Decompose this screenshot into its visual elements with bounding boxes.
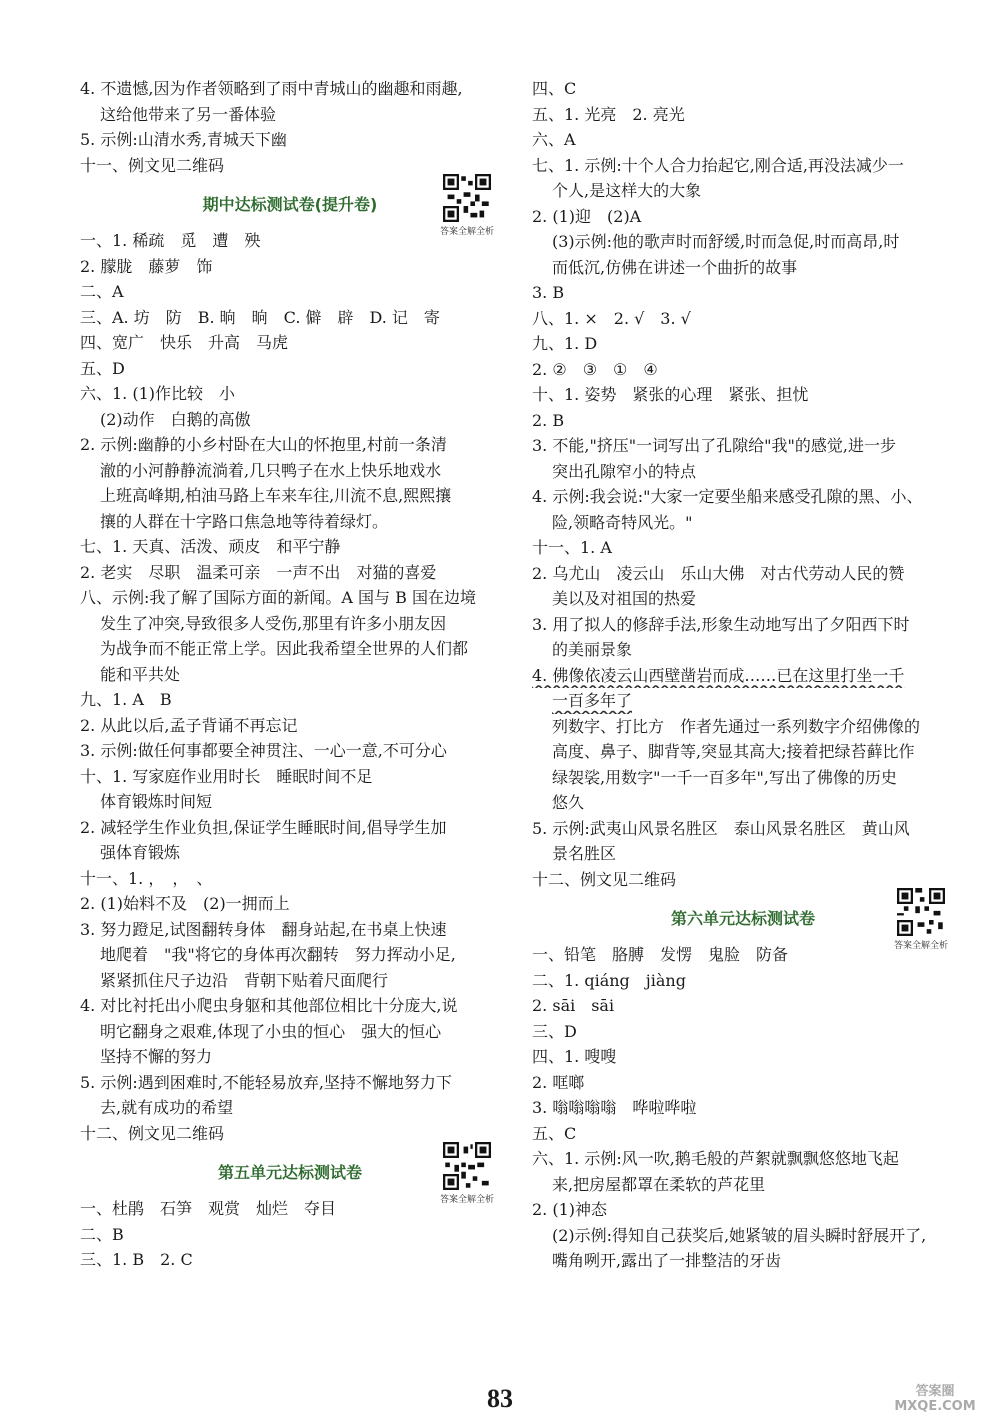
answer-line: 九、1. D [532, 334, 598, 353]
answer-line: 十一、1. A [532, 538, 612, 557]
section-header-unit6 [532, 892, 954, 951]
answer-line: 五、D [80, 358, 125, 378]
answer-line: 一、杜鹃 石笋 观赏 灿烂 夺目 [80, 1199, 337, 1218]
answer-line: 来,把房屋都罩在柔软的芦花里 [552, 1174, 766, 1194]
section-header-midterm [80, 178, 500, 237]
section-header-unit5 [80, 1146, 500, 1205]
answer-line: 3. 示例:做任何事都要全神贯注、一心一意,不可分心 [80, 741, 447, 760]
answer-line: 上班高峰期,柏油马路上车来车往,川流不息,熙熙攘 [100, 486, 452, 505]
watermark-logo: 答案圈 MXQE.COM [894, 1384, 976, 1414]
answer-line: 5. 示例:遇到困难时,不能轻易放弃,坚持不懈地努力下 [80, 1072, 452, 1092]
answer-line: 体育锻炼时间短 [100, 792, 213, 811]
qr-caption: 答案全解全析 [893, 941, 948, 951]
qr-code-block[interactable] [434, 1142, 500, 1205]
answer-line: 高度、鼻子、脚背等,突显其高大;接着把绿苔藓比作 [552, 742, 915, 761]
answer-line: 5. 示例:武夷山风景名胜区 泰山风景名胜区 黄山风 [532, 818, 910, 838]
answer-line: 八、示例:我了解了国际方面的新闻。A 国与 B 国在边境 [80, 588, 476, 607]
answer-line: 2. (1)神态 [532, 1200, 608, 1219]
answer-line: 六、1. 示例:风一吹,鹅毛般的芦絮就飘飘悠悠地飞起 [532, 1149, 899, 1168]
answer-line: 地爬着 "我"将它的身体再次翻转 努力挥动小足, [100, 945, 456, 964]
answer-line: (3)示例:他的歌声时而舒缓,时而急促,时而高昂,时 [552, 232, 900, 251]
answer-line: 3. 努力蹬足,试图翻转身体 翻身站起,在书桌上快速 [80, 919, 447, 939]
answer-line: 的美丽景象 [552, 640, 633, 659]
answer-line: 2. (1)始料不及 (2)一拥而上 [80, 894, 290, 913]
answer-line: 八、1. × 2. √ 3. √ [532, 308, 691, 328]
answer-line: 列数字、打比方 作者先通过一系列数字介绍佛像的 [552, 716, 921, 736]
answer-line: 七、1. 示例:十个人合力抬起它,刚合适,再没法减少一 [532, 155, 904, 175]
qr-code-icon[interactable] [897, 888, 945, 936]
answer-line: 2. 减轻学生作业负担,保证学生睡眠时间,倡导学生加 [80, 817, 447, 837]
answer-line: 九、1. A B [80, 690, 172, 709]
answer-line: 2. 乌尤山 凌云山 乐山大佛 对古代劳动人民的赞 [532, 563, 905, 583]
section-title: 第五单元达标测试卷 [217, 1163, 362, 1182]
answer-line: 个人,是这样大的大象 [552, 181, 702, 200]
answer-line: 十二、例文见二维码 [80, 1123, 225, 1143]
answer-line: 2. 老实 尽职 温柔可亲 一声不出 对猫的喜爱 [80, 562, 437, 582]
answer-line: 这给他带来了另一番体验 [100, 104, 277, 124]
answer-line: 一、1. 稀疏 觅 遭 殃 [80, 231, 261, 250]
page-number: 83 [487, 1384, 513, 1413]
answer-line: 绿袈裟,用数字"一千一百多年",写出了佛像的历史 [552, 767, 897, 787]
answer-line: 2. 哐啷 [532, 1072, 585, 1092]
answer-line: 4. 不遗憾,因为作者领略到了雨中青城山的幽趣和雨趣, [80, 79, 463, 98]
answer-line: 去,就有成功的希望 [100, 1098, 234, 1117]
answer-line: 2. sāi sāi [532, 996, 615, 1015]
answer-line: 2. 朦胧 藤萝 饰 [80, 256, 213, 276]
left-column [80, 76, 500, 1273]
answer-line: 十一、1. ， ， 、 [80, 868, 213, 888]
answer-line: 四、1. 嗖嗖 [532, 1047, 617, 1066]
answer-line: 六、1. (1)作比较 小 [80, 384, 236, 403]
answer-line: 二、A [80, 282, 124, 301]
answer-line: 2. ② ③ ① ④ [532, 359, 658, 379]
section-title: 第六单元达标测试卷 [670, 909, 815, 928]
qr-caption: 答案全解全析 [439, 227, 494, 237]
answer-line: 4. 对比衬托出小爬虫身躯和其他部位相比十分庞大,说 [80, 996, 458, 1015]
answer-line: 嘴角咧开,露出了一排整洁的牙齿 [552, 1251, 782, 1270]
answer-line: 3. 用了拟人的修辞手法,形象生动地写出了夕阳西下时 [532, 614, 910, 634]
wavy-underlined-sentence: 4. 佛像依凌云山西壁凿岩而成……已在这里打坐一千 [532, 665, 905, 685]
answer-line: 七、1. 天真、活泼、顽皮 和平宁静 [80, 537, 341, 556]
answer-line [532, 688, 954, 714]
answer-line: 十、1. 姿势 紧张的心理 紧张、担忧 [532, 385, 809, 404]
answer-line: 4. 示例:我会说:"大家一定要坐船来感受孔隙的黑、小、 [532, 487, 923, 506]
answer-line: 2. B [532, 410, 565, 430]
answer-line: 突出孔隙窄小的特点 [552, 461, 697, 481]
answer-line: 5. 示例:山清水秀,青城天下幽 [80, 130, 287, 149]
answer-line: 五、1. 光亮 2. 亮光 [532, 104, 685, 124]
answer-line: 四、C [532, 79, 577, 98]
answer-line: 二、1. qiáng jiàng [532, 970, 686, 990]
answer-line: (2)示例:得知自己获奖后,她紧皱的眉头瞬时舒展开了, [552, 1225, 927, 1245]
answer-line: 3. 嗡嗡嗡嗡 哗啦哗啦 [532, 1098, 697, 1117]
answer-line: 而低沉,仿佛在讲述一个曲折的故事 [552, 257, 798, 277]
answer-line: 二、B [80, 1224, 124, 1244]
answer-line: 三、A. 坊 防 B. 晌 晌 C. 僻 辟 D. 记 寄 [80, 307, 440, 327]
qr-code-icon[interactable] [443, 174, 491, 222]
answer-line [532, 663, 954, 689]
answer-line: 三、D [532, 1021, 577, 1041]
answer-line: 2. 从此以后,孟子背诵不再忘记 [80, 715, 298, 735]
answer-line: 强体育锻炼 [100, 843, 181, 862]
section-title: 期中达标测试卷(提升卷) [202, 195, 378, 214]
wavy-underlined-sentence: 一百多年了 [552, 691, 633, 710]
answer-line: 悠久 [552, 793, 585, 812]
answer-line: 为战争而不能正常上学。因此我希望全世界的人们都 [100, 639, 469, 658]
qr-code-block[interactable] [434, 174, 500, 237]
answer-line: 四、宽广 快乐 升高 马虎 [80, 333, 289, 352]
qr-caption: 答案全解全析 [439, 1195, 494, 1205]
answer-line: 十、1. 写家庭作业用时长 睡眠时间不足 [80, 766, 373, 786]
answer-line: 澈的小河静静流淌着,几只鸭子在水上快乐地戏水 [100, 460, 442, 480]
answer-line: 六、A [532, 130, 576, 149]
answer-line: 2. (1)迎 (2)A [532, 206, 642, 226]
answer-line: 3. 不能,"挤压"一词写出了孔隙给"我"的感觉,进一步 [532, 436, 896, 455]
answer-line: 美以及对祖国的热爱 [552, 589, 697, 608]
answer-line: 紧紧抓住尺子边沿 背朝下贴着尺面爬行 [100, 970, 389, 990]
answer-line: 坚持不懈的努力 [100, 1047, 213, 1066]
answer-line: 五、C [532, 1123, 577, 1143]
answer-line: 攘的人群在十字路口焦急地等待着绿灯。 [100, 511, 389, 531]
right-column [532, 76, 954, 1274]
answer-line: 2. 示例:幽静的小乡村卧在大山的怀抱里,村前一条清 [80, 435, 447, 454]
qr-code-icon[interactable] [443, 1142, 491, 1190]
answer-line: 十一、例文见二维码 [80, 155, 225, 175]
answer-line: 十二、例文见二维码 [532, 869, 677, 889]
answer-line: 能和平共处 [100, 664, 181, 684]
answer-line: 景名胜区 [552, 844, 617, 863]
answer-line: 险,领略奇特风光。" [552, 512, 693, 532]
answer-line: 发生了冲突,导致很多人受伤,那里有许多小朋友因 [100, 613, 447, 633]
qr-code-block[interactable] [888, 888, 954, 951]
answer-line: 明它翻身之艰难,体现了小虫的恒心 强大的恒心 [100, 1021, 442, 1041]
answer-line: 3. B [532, 283, 565, 302]
answer-line: 一、铅笔 胳膊 发愣 鬼脸 防备 [532, 945, 789, 964]
answer-line: (2)动作 白鹅的高傲 [100, 409, 251, 429]
answer-line: 三、1. B 2. C [80, 1250, 193, 1269]
